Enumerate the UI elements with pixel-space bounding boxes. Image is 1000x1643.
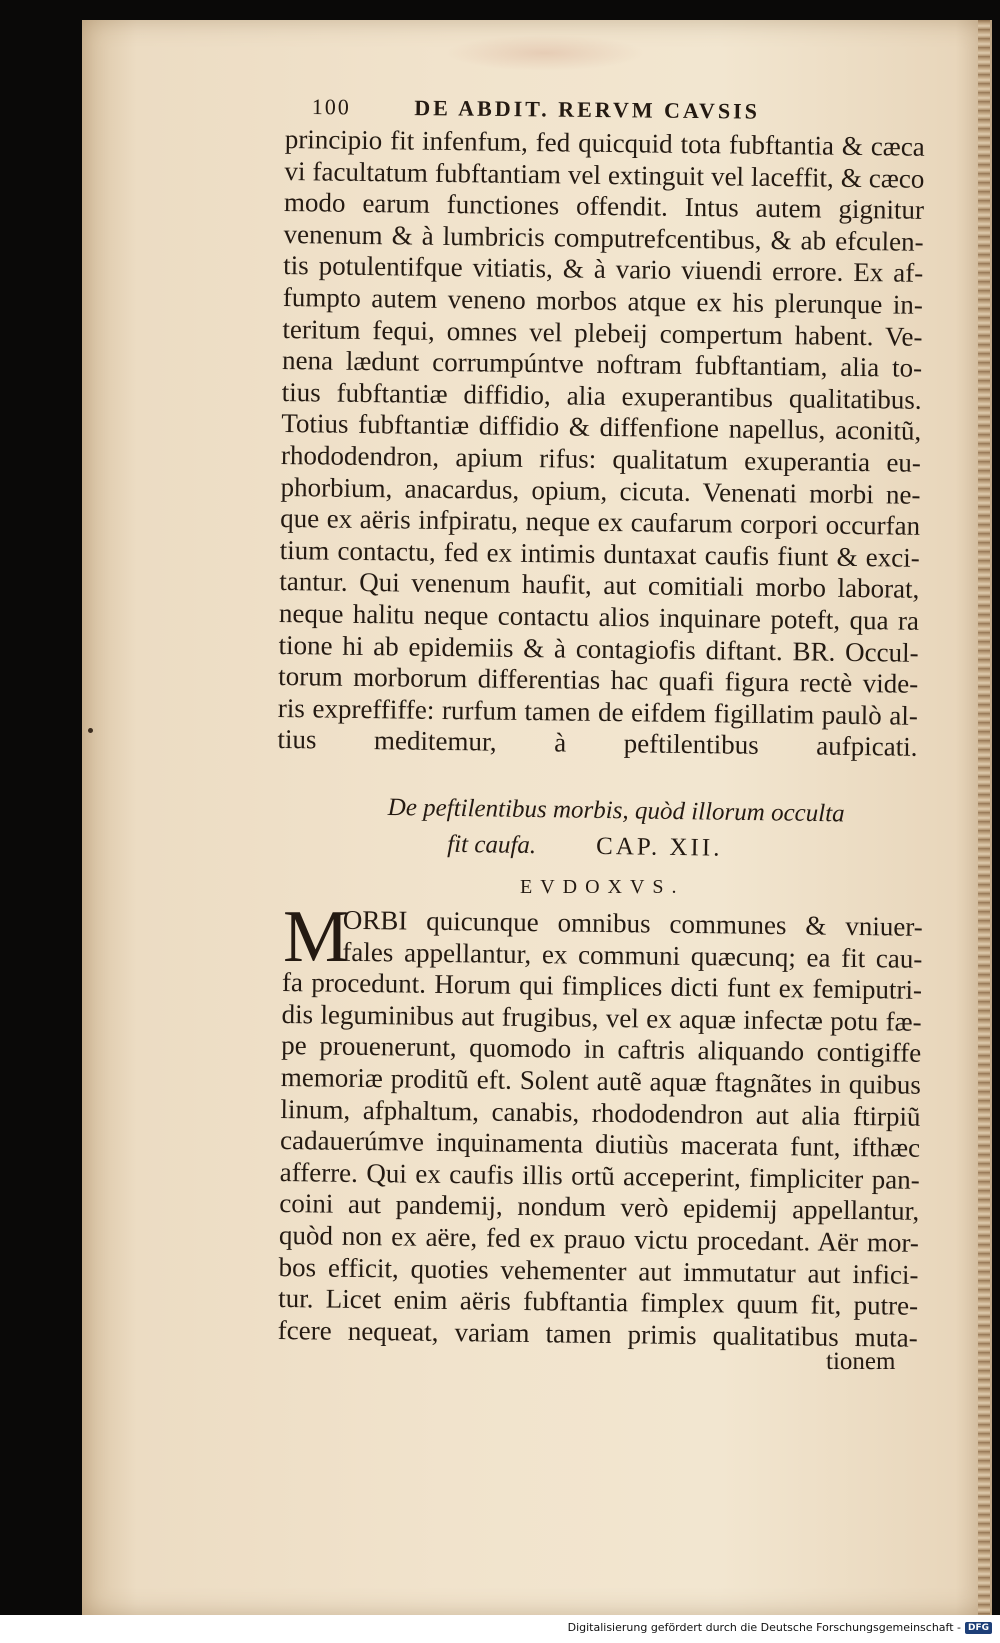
text-line: bos efficit, quoties vehementer aut immutatur aut infici- [278, 1251, 919, 1290]
text-line: cadauerúmve inquinamenta diutiùs macerata funt, ifthæc [279, 1125, 921, 1163]
text-line: memoriæ proditũ eft. Solent autẽ aquæ ftagnãtes in quibus [280, 1061, 922, 1100]
text-line: nena lædunt corrumpúntve noftram fubftantiam, alia to- [281, 345, 923, 383]
dfg-logo-icon: DFG [965, 1622, 992, 1634]
text-line: quòd non ex aëre, fed ex prauo victu procedant. Aër mor- [278, 1219, 920, 1258]
text-line: coini aut pandemij, nondum verò epidemij appellantur, [279, 1188, 920, 1227]
chapter-number: CAP. XII. [595, 832, 723, 862]
chapter-title-line1: De peftilentibus morbis, quòd illorum occulta [387, 793, 845, 828]
text-line: fumpto autem veneno morbos atque ex his plerunque in- [282, 281, 924, 320]
text-line: fales appellantur, ex communi quæcunq; ea fit cau- [342, 936, 923, 974]
body-text-part2 [278, 904, 943, 1354]
text-line: ris expreffiffe: rurfum tamen de eifdem figillatim paulò al- [277, 692, 919, 731]
text-line: vi facultatum fubftantiam vel extinguit vel laceffit, & cæco [284, 155, 925, 194]
text-line: que ex aëris infpiratu, neque ex caufarum corpori occurfan [280, 503, 921, 541]
page-number: 100 [311, 94, 351, 120]
drop-cap: M [283, 896, 349, 978]
text-line: torum morborum differentias hac quafi figura rectè vide- [278, 661, 919, 699]
text-line: tium contactu, fed ex intimis duntaxat caufis fiunt & exci- [279, 534, 920, 573]
text-line: tius fubftantiæ diffidio, alia exuperantibus qualitatibus. [281, 376, 922, 415]
text-line: dis leguminibus aut frugibus, vel ex aquæ infectæ potu fæ- [281, 998, 922, 1037]
chapter-title-line2: fit caufa. [447, 830, 537, 860]
body-text-part1 [277, 124, 945, 764]
running-title: DE ABDIT. RERVM CAVSIS [414, 95, 761, 124]
text-line: venenum & à lumbricis computrefcentibus, & ab efculen- [283, 218, 924, 257]
text-line: rhododendron, apium rifus: qualitatum exuperantia eu- [280, 439, 922, 478]
text-line: tione hi ab epidemiis & à contagiofis diftant. BR. Occul- [278, 629, 919, 668]
text-line: tantur. Qui venenum haufit, aut comitiali morbo laborat, [279, 566, 920, 605]
chapter-heading [387, 790, 848, 868]
margin-mark [88, 728, 93, 733]
text-line: fcere nequeat, variam tamen primis qualitatibus muta- [277, 1314, 918, 1353]
text-line: phorbium, anacardus, opium, cicuta. Venenati morbi ne- [280, 471, 921, 510]
text-line: teritum fequi, omnes vel plebeij compertum habent. Ve- [282, 313, 923, 352]
text-line: afferre. Qui ex caufis illis ortũ acceperint, fimpliciter pan- [279, 1156, 920, 1195]
text-line: principio fit infenfum, fed quicquid tota fubftantia & cæca [284, 124, 925, 162]
text-line: modo earum functiones offendit. Intus autem gignitur [283, 187, 925, 225]
text-line: Totius fubftantiæ diffidio & diffenfione napellus, aconitũ, [281, 408, 922, 447]
footer-text: Digitalisierung gefördert durch die Deutsche Forschungsgemeinschaft - [567, 1621, 961, 1634]
text-line: fa procedunt. Horum qui fimplices dicti funt ex femiputri- [281, 967, 923, 1005]
text-line: ORBI quicunque omnibus communes & vniuer- [342, 904, 923, 942]
text-line: neque halitu neque contactu alios inquinare poteft, qua ra [278, 597, 920, 636]
text-line: pe prouenerunt, quomodo in caftris aliquando contigiffe [281, 1030, 922, 1069]
page-edge [978, 20, 990, 1615]
catchword: tionem [826, 1348, 896, 1375]
ink-smudge [445, 35, 645, 71]
speaker-name: EVDOXVS. [520, 876, 685, 898]
text-line: tur. Licet enim aëris fubftantia fimplex quum fit, putre- [278, 1283, 919, 1321]
digitization-footer [568, 1621, 992, 1634]
text-line: tis potulentifque vitiatis, & à vario viuendi errore. Ex af- [283, 250, 924, 289]
text-line: tius meditemur, à peftilentibus aufpicati. [277, 724, 918, 763]
text-line: linum, afphaltum, canabis, rhododendron aut alia ftirpiũ [280, 1093, 921, 1132]
